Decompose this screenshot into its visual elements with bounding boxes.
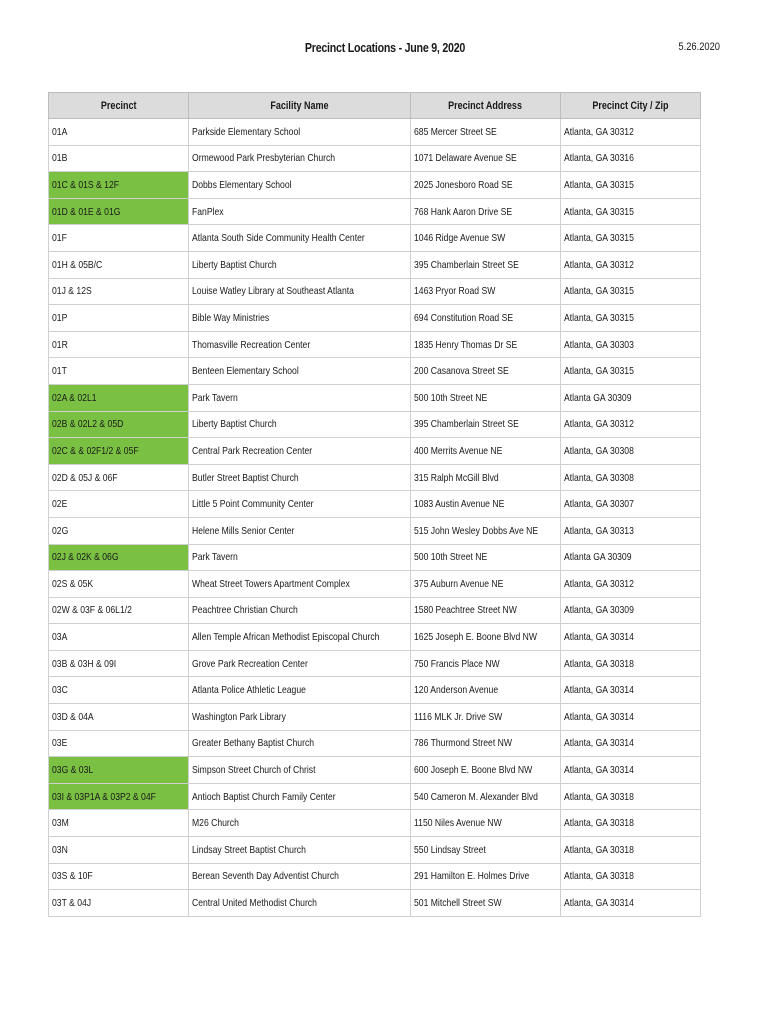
- city-zip-cell: Atlanta, GA 30312: [561, 119, 701, 146]
- precinct-cell: 01R: [49, 331, 189, 358]
- facility-cell: Helene Mills Senior Center: [189, 517, 411, 544]
- facility-cell: Liberty Baptist Church: [189, 251, 411, 278]
- address-cell: 291 Hamilton E. Holmes Drive: [411, 863, 561, 890]
- city-zip-cell: Atlanta, GA 30316: [561, 145, 701, 172]
- precinct-cell: 01J & 12S: [49, 278, 189, 305]
- table-row: [49, 837, 701, 864]
- address-cell: 395 Chamberlain Street SE: [411, 411, 561, 438]
- city-zip-cell: Atlanta, GA 30308: [561, 438, 701, 465]
- city-zip-cell: Atlanta, GA 30318: [561, 810, 701, 837]
- address-cell: 120 Anderson Avenue: [411, 677, 561, 704]
- facility-cell: Grove Park Recreation Center: [189, 650, 411, 677]
- city-zip-cell: Atlanta, GA 30308: [561, 464, 701, 491]
- precinct-cell: 03N: [49, 837, 189, 864]
- column-header-precinct-address: Precinct Address: [411, 93, 561, 119]
- address-cell: 200 Casanova Street SE: [411, 358, 561, 385]
- city-zip-cell: Atlanta, GA 30314: [561, 730, 701, 757]
- facility-cell: Liberty Baptist Church: [189, 411, 411, 438]
- precinct-cell: 01C & 01S & 12F: [49, 172, 189, 199]
- city-zip-cell: Atlanta GA 30309: [561, 384, 701, 411]
- address-cell: 1625 Joseph E. Boone Blvd NW: [411, 624, 561, 651]
- table-row: [49, 810, 701, 837]
- facility-cell: Benteen Elementary School: [189, 358, 411, 385]
- facility-cell: Simpson Street Church of Christ: [189, 757, 411, 784]
- precinct-cell: 02S & 05K: [49, 571, 189, 598]
- precinct-cell: 01B: [49, 145, 189, 172]
- precinct-cell: 02C & & 02F1/2 & 05F: [49, 438, 189, 465]
- address-cell: 685 Mercer Street SE: [411, 119, 561, 146]
- facility-cell: Louise Watley Library at Southeast Atlanta: [189, 278, 411, 305]
- address-cell: 515 John Wesley Dobbs Ave NE: [411, 517, 561, 544]
- column-header-precinct: Precinct: [49, 93, 189, 119]
- city-zip-cell: Atlanta, GA 30315: [561, 172, 701, 199]
- precinct-cell: 03C: [49, 677, 189, 704]
- city-zip-cell: Atlanta, GA 30315: [561, 358, 701, 385]
- precinct-cell: 01H & 05B/C: [49, 251, 189, 278]
- table-row: [49, 757, 701, 784]
- facility-cell: Park Tavern: [189, 384, 411, 411]
- facility-cell: Greater Bethany Baptist Church: [189, 730, 411, 757]
- address-cell: 550 Lindsay Street: [411, 837, 561, 864]
- precinct-cell: 02D & 05J & 06F: [49, 464, 189, 491]
- table-row: [49, 650, 701, 677]
- precinct-cell: 01A: [49, 119, 189, 146]
- address-cell: 1071 Delaware Avenue SE: [411, 145, 561, 172]
- address-cell: 1150 Niles Avenue NW: [411, 810, 561, 837]
- address-cell: 600 Joseph E. Boone Blvd NW: [411, 757, 561, 784]
- facility-cell: Little 5 Point Community Center: [189, 491, 411, 518]
- facility-cell: Wheat Street Towers Apartment Complex: [189, 571, 411, 598]
- address-cell: 1116 MLK Jr. Drive SW: [411, 704, 561, 731]
- table-row: [49, 491, 701, 518]
- precinct-cell: 01P: [49, 305, 189, 332]
- table-row: [49, 305, 701, 332]
- column-header-facility-name: Facility Name: [189, 93, 411, 119]
- table-row: [49, 571, 701, 598]
- table-row: [49, 331, 701, 358]
- precinct-cell: 02W & 03F & 06L1/2: [49, 597, 189, 624]
- document-date: 5.26.2020: [678, 41, 720, 53]
- table-row: [49, 464, 701, 491]
- table-row: [49, 438, 701, 465]
- precinct-cell: 03E: [49, 730, 189, 757]
- city-zip-cell: Atlanta, GA 30314: [561, 677, 701, 704]
- address-cell: 501 Mitchell Street SW: [411, 890, 561, 917]
- address-cell: 1046 Ridge Avenue SW: [411, 225, 561, 252]
- city-zip-cell: Atlanta, GA 30307: [561, 491, 701, 518]
- city-zip-cell: Atlanta, GA 30313: [561, 517, 701, 544]
- precinct-cell: 02J & 02K & 06G: [49, 544, 189, 571]
- table-row: [49, 358, 701, 385]
- precinct-cell: 01F: [49, 225, 189, 252]
- address-cell: 1580 Peachtree Street NW: [411, 597, 561, 624]
- city-zip-cell: Atlanta, GA 30314: [561, 757, 701, 784]
- table-row: [49, 704, 701, 731]
- facility-cell: Allen Temple African Methodist Episcopal Church: [189, 624, 411, 651]
- city-zip-cell: Atlanta, GA 30309: [561, 597, 701, 624]
- precinct-cell: 03T & 04J: [49, 890, 189, 917]
- table-body: [49, 119, 701, 917]
- facility-cell: Park Tavern: [189, 544, 411, 571]
- table-row: [49, 411, 701, 438]
- precinct-cell: 02B & 02L2 & 05D: [49, 411, 189, 438]
- table-row: [49, 119, 701, 146]
- city-zip-cell: Atlanta, GA 30318: [561, 783, 701, 810]
- table-row: [49, 890, 701, 917]
- city-zip-cell: Atlanta, GA 30318: [561, 650, 701, 677]
- precinct-cell: 03D & 04A: [49, 704, 189, 731]
- city-zip-cell: Atlanta, GA 30315: [561, 305, 701, 332]
- address-cell: 2025 Jonesboro Road SE: [411, 172, 561, 199]
- facility-cell: M26 Church: [189, 810, 411, 837]
- table-row: [49, 624, 701, 651]
- table-row: [49, 384, 701, 411]
- precinct-cell: 02A & 02L1: [49, 384, 189, 411]
- precinct-cell: 03S & 10F: [49, 863, 189, 890]
- table-row: [49, 863, 701, 890]
- table-row: [49, 544, 701, 571]
- address-cell: 400 Merrits Avenue NE: [411, 438, 561, 465]
- table-row: [49, 145, 701, 172]
- city-zip-cell: Atlanta, GA 30315: [561, 198, 701, 225]
- address-cell: 786 Thurmond Street NW: [411, 730, 561, 757]
- city-zip-cell: Atlanta GA 30309: [561, 544, 701, 571]
- precinct-cell: 03I & 03P1A & 03P2 & 04F: [49, 783, 189, 810]
- address-cell: 1835 Henry Thomas Dr SE: [411, 331, 561, 358]
- address-cell: 540 Cameron M. Alexander Blvd: [411, 783, 561, 810]
- header-row: [49, 93, 701, 119]
- table-row: [49, 730, 701, 757]
- city-zip-cell: Atlanta, GA 30318: [561, 837, 701, 864]
- city-zip-cell: Atlanta, GA 30312: [561, 411, 701, 438]
- table-row: [49, 783, 701, 810]
- table-row: [49, 225, 701, 252]
- precinct-cell: 01T: [49, 358, 189, 385]
- facility-cell: Ormewood Park Presbyterian Church: [189, 145, 411, 172]
- city-zip-cell: Atlanta, GA 30312: [561, 251, 701, 278]
- address-cell: 500 10th Street NE: [411, 544, 561, 571]
- address-cell: 750 Francis Place NW: [411, 650, 561, 677]
- city-zip-cell: Atlanta, GA 30315: [561, 278, 701, 305]
- precinct-cell: 02E: [49, 491, 189, 518]
- table-header: [49, 93, 701, 119]
- precinct-table: [48, 92, 701, 917]
- facility-cell: Thomasville Recreation Center: [189, 331, 411, 358]
- address-cell: 375 Auburn Avenue NE: [411, 571, 561, 598]
- table-row: [49, 677, 701, 704]
- table-row: [49, 198, 701, 225]
- precinct-cell: 03B & 03H & 09I: [49, 650, 189, 677]
- table-row: [49, 278, 701, 305]
- address-cell: 1463 Pryor Road SW: [411, 278, 561, 305]
- facility-cell: Bible Way Ministries: [189, 305, 411, 332]
- city-zip-cell: Atlanta, GA 30315: [561, 225, 701, 252]
- table-row: [49, 172, 701, 199]
- precinct-cell: 03G & 03L: [49, 757, 189, 784]
- city-zip-cell: Atlanta, GA 30314: [561, 890, 701, 917]
- address-cell: 315 Ralph McGill Blvd: [411, 464, 561, 491]
- facility-cell: FanPlex: [189, 198, 411, 225]
- precinct-cell: 03M: [49, 810, 189, 837]
- facility-cell: Washington Park Library: [189, 704, 411, 731]
- precinct-cell: 02G: [49, 517, 189, 544]
- facility-cell: Atlanta Police Athletic League: [189, 677, 411, 704]
- facility-cell: Butler Street Baptist Church: [189, 464, 411, 491]
- address-cell: 768 Hank Aaron Drive SE: [411, 198, 561, 225]
- address-cell: 1083 Austin Avenue NE: [411, 491, 561, 518]
- city-zip-cell: Atlanta, GA 30314: [561, 624, 701, 651]
- facility-cell: Lindsay Street Baptist Church: [189, 837, 411, 864]
- city-zip-cell: Atlanta, GA 30312: [561, 571, 701, 598]
- address-cell: 500 10th Street NE: [411, 384, 561, 411]
- table-row: [49, 517, 701, 544]
- facility-cell: Central Park Recreation Center: [189, 438, 411, 465]
- facility-cell: Peachtree Christian Church: [189, 597, 411, 624]
- precinct-cell: 01D & 01E & 01G: [49, 198, 189, 225]
- city-zip-cell: Atlanta, GA 30314: [561, 704, 701, 731]
- address-cell: 694 Constitution Road SE: [411, 305, 561, 332]
- table-row: [49, 597, 701, 624]
- city-zip-cell: Atlanta, GA 30303: [561, 331, 701, 358]
- precinct-cell: 03A: [49, 624, 189, 651]
- column-header-precinct-city-zip: Precinct City / Zip: [561, 93, 701, 119]
- facility-cell: Antioch Baptist Church Family Center: [189, 783, 411, 810]
- page-title: Precinct Locations - June 9, 2020: [304, 40, 466, 55]
- facility-cell: Berean Seventh Day Adventist Church: [189, 863, 411, 890]
- facility-cell: Dobbs Elementary School: [189, 172, 411, 199]
- city-zip-cell: Atlanta, GA 30318: [561, 863, 701, 890]
- address-cell: 395 Chamberlain Street SE: [411, 251, 561, 278]
- facility-cell: Atlanta South Side Community Health Center: [189, 225, 411, 252]
- facility-cell: Central United Methodist Church: [189, 890, 411, 917]
- table-row: [49, 251, 701, 278]
- facility-cell: Parkside Elementary School: [189, 119, 411, 146]
